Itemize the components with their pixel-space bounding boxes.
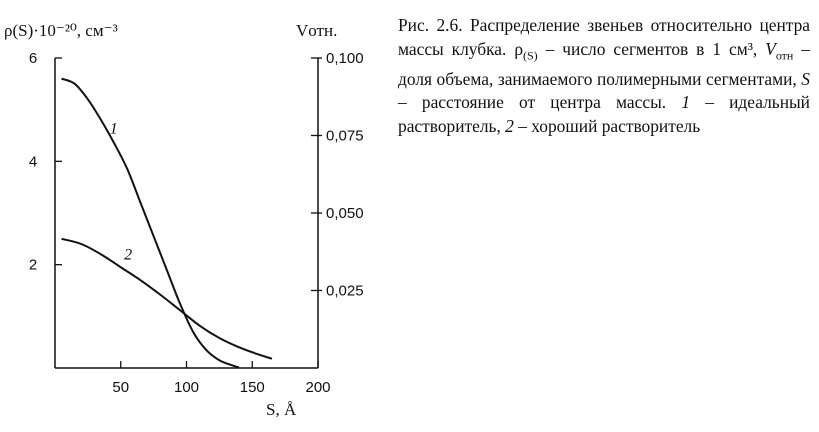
series-label-1: 1 <box>109 120 118 138</box>
y-left-tick-label: 6 <box>28 50 38 67</box>
caption-v-symbol: V <box>765 38 776 59</box>
caption-prefix: Рис. 2.6. <box>398 15 463 35</box>
x-tick-label: 200 <box>305 379 331 396</box>
y-right-tick-label: 0,100 <box>326 50 364 67</box>
caption-text-3: – доля объема, занимаемого полимерными сегментами, <box>398 38 811 89</box>
caption-text-4: – расстояние от центра массы. <box>398 92 682 113</box>
x-axis-title: S, Å <box>266 400 297 419</box>
y-left-axis-title: ρ(S)·10⁻²⁰, см⁻³ <box>4 21 118 40</box>
y-right-axis-title: Vотн. <box>296 21 338 40</box>
series-label-2: 2 <box>124 246 133 264</box>
caption-rho-symbol: ρ <box>514 38 524 59</box>
caption-v-sub: отн <box>775 48 794 63</box>
series-line-1 <box>62 79 240 368</box>
y-left-tick-label: 2 <box>28 256 38 274</box>
figure-caption <box>398 14 810 138</box>
x-tick-label: 100 <box>173 379 200 396</box>
y-right-tick-label: 0,050 <box>326 205 364 222</box>
caption-n1: 1 <box>681 92 691 113</box>
y-right-tick-label: 0,025 <box>326 282 364 300</box>
y-right-tick-label: 0,075 <box>326 127 364 145</box>
caption-text-5: – идеальный растворитель, <box>398 92 810 136</box>
caption-rho-sub: (S) <box>523 48 538 63</box>
caption-text-2: – число сегментов в 1 см³, <box>537 38 766 59</box>
caption-n2: 2 <box>505 115 514 136</box>
chart <box>0 0 380 432</box>
y-left-tick-label: 4 <box>28 153 38 171</box>
caption-s-symbol: S <box>801 68 810 89</box>
x-tick-label: 50 <box>112 379 130 396</box>
chart-svg <box>0 0 380 432</box>
caption-text-6: – хороший растворитель <box>513 115 701 136</box>
x-tick-label: 150 <box>239 379 265 396</box>
series-line-2 <box>62 239 272 359</box>
caption-text-1: Распределение звеньев относительно центра массы клубка. <box>398 15 811 59</box>
